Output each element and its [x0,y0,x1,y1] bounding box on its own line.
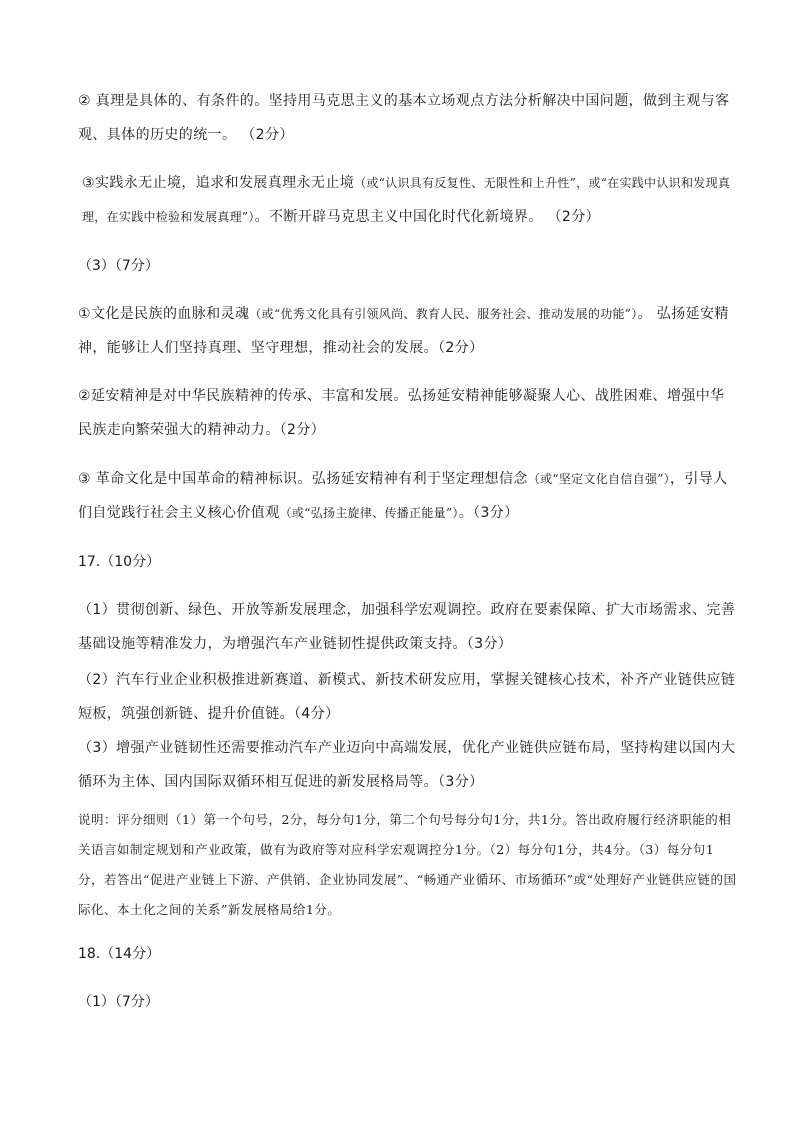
answer-text: ①文化是民族的血脉和灵魂 [78,306,250,322]
answer-paragraph-culture-2 [78,379,738,447]
alternative-answer-note: （或“优秀文化具有引领风尚、教育人民、服务社会、推动发展的功能”） [249,307,638,321]
heading-text: （1）（7分） [78,994,159,1010]
answer-text: （1）贯彻创新、绿色、开放等新发展理念，加强科学宏观调控。政府在要素保障、扩大市场需求、完善基础设施等精准发力，为增强汽车产业链韧性提供政策支持。（3分） [78,602,736,652]
scoring-note-text: 说明：评分细则（1）第一个句号，2分，每分句1分，第二个句号每分句1分，共1分。答出政府履行经济职能的相关语言如制定规划和产业政策，做有为政府等对应科学宏观调控分1分。（2）每分句1分，共4分。（3）每分句1分，若答出“促进产业链上下游、产供销、企业协同发展”、“畅通产业循环、市场循环”或“处理好产业链供应链的国际化、本土化之间的关系”新发展格局给1分。 [78,812,737,917]
heading-text: 17.（10分） [78,554,161,570]
answer-text: ，引导人们自觉践行社会主义核心价值观 [78,471,728,521]
answer-text: 。 弘扬延安精神，能够让人们坚持真理、坚守理想，推动社会的发展。（2分） [78,306,729,356]
answer-paragraph-culture-1 [78,297,738,365]
heading-text: 18.（14分） [78,946,161,962]
alternative-answer-note: （或“坚定文化自信自强”） [527,472,670,486]
answer-text: 。（3分） [458,505,519,521]
heading-text: （3）（7分） [78,258,159,274]
answer-paragraph-3 [82,166,742,234]
alternative-answer-note: （或“弘扬主旋律、传播正能量”） [279,506,459,520]
question-heading-18-1 [78,985,738,1019]
answer-text: （2）汽车行业企业积极推进新赛道、新模式、新技术研发应用，掌握关键核心技术，补齐产业链供应链短板，筑强创新链、提升价值链。（4分） [78,672,736,722]
question-heading-18 [78,937,738,971]
answer-paragraph-17-1 [78,593,738,661]
answer-paragraph-17-3 [78,731,738,799]
answer-text: ③ 革命文化是中国革命的精神标识。弘扬延安精神有利于坚定理想信念 [78,471,528,487]
answer-paragraph-2 [78,84,738,152]
answer-text: ③实践永无止境，追求和发展真理永无止境 [82,175,355,191]
answer-text: （3）增强产业链韧性还需要推动汽车产业迈向中高端发展，优化产业链供应链布局，坚持构建以国内大循环为主体、国内国际双循环相互促进的新发展格局等。（3分） [78,740,736,790]
answer-text: ② 真理是具体的、有条件的。坚持用马克思主义的基本立场观点方法分析解决中国问题，做到主观与客观、具体的历史的统一。 （2分） [78,93,730,143]
answer-text: 。不断开辟马克思主义中国化时代化新境界。 （2分） [254,209,600,225]
answer-paragraph-culture-3 [78,462,738,530]
question-heading-3 [78,249,738,283]
answer-text: ②延安精神是对中华民族精神的传承、丰富和发展。弘扬延安精神能够凝聚人心、战胜困难、增强中华民族走向繁荣强大的精神动力。（2分） [78,388,725,438]
question-heading-17 [78,545,738,579]
alternative-answer-note: （或“认识具有反复性、无限性和上升性”，或“在实践中认识和发现真理，在实践中检验和发展真理”） [82,176,731,224]
answer-paragraph-17-2 [78,663,738,731]
scoring-note [78,805,738,925]
